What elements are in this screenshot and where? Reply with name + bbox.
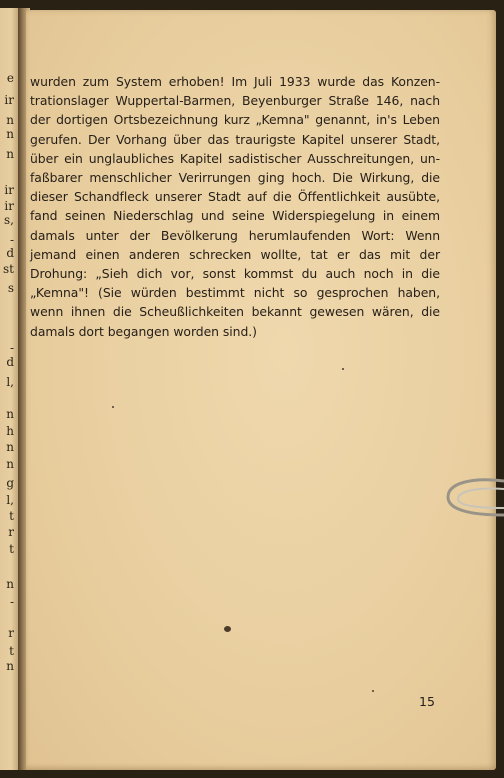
- facing-page-fragment: t: [9, 644, 14, 658]
- facing-page-fragment: d: [6, 246, 14, 260]
- text-line: wenn ihnen die Scheußlichkeiten bekannt gewesen wären, die: [30, 304, 440, 320]
- paper-speck: [342, 368, 344, 370]
- facing-page-fragment: ir: [4, 199, 14, 213]
- text-line: über ein unglaubliches Kapitel sadistischer Ausschreitungen, un-: [30, 150, 440, 166]
- paper-clip-icon: [442, 475, 504, 545]
- body-paragraph: [30, 72, 440, 341]
- book-page: [26, 10, 496, 770]
- paper-speck: [372, 690, 374, 692]
- text-line: trationslager Wuppertal-Barmen, Beyenburger Straße 146, nach: [30, 93, 440, 109]
- facing-page-fragment: t: [9, 509, 14, 523]
- text-line: dieser Schandfleck unserer Stadt auf die Öffentlichkeit ausübte,: [30, 189, 440, 205]
- facing-page-fragment: n: [6, 457, 14, 471]
- text-line: Drohung: „Sieh dich vor, sonst kommst du auch noch in die: [30, 266, 440, 282]
- facing-page-fragment: n: [6, 147, 14, 161]
- facing-page-fragment: ir: [4, 93, 14, 107]
- text-line: faßbarer menschlicher Verirrungen ging hoch. Die Wirkung, die: [30, 170, 440, 186]
- facing-page-fragment: t: [9, 542, 14, 556]
- text-line: jemand einen anderen schrecken wollte, tat er das mit der: [30, 246, 440, 262]
- facing-page-fragment: n: [6, 127, 14, 141]
- facing-page-fragment: -: [9, 595, 14, 609]
- text-line: damals dort begangen worden sind.): [30, 323, 257, 339]
- text-line: damals unter der Bevölkerung herumlaufenden Wort: Wenn: [30, 227, 440, 243]
- facing-page-edge: [0, 8, 20, 770]
- facing-page-fragment: l,: [6, 375, 14, 389]
- facing-page-fragment: n: [6, 407, 14, 421]
- paper-speck: [224, 626, 231, 632]
- facing-page-fragment: st: [3, 262, 14, 276]
- facing-page-fragment: -: [9, 233, 14, 247]
- facing-page-fragment: ir: [4, 183, 14, 197]
- facing-page-fragment: n: [6, 440, 14, 454]
- text-line: „Kemna"! (Sie würden bestimmt nicht so gesprochen haben,: [30, 285, 440, 301]
- facing-page-fragment: -: [9, 341, 14, 355]
- text-line: wurden zum System erhoben! Im Juli 1933 wurde das Konzen-: [30, 74, 440, 89]
- text-line: gerufen. Der Vorhang über das traurigste Kapitel unserer Stadt,: [30, 131, 440, 147]
- text-line: fand seinen Niederschlag und seine Widerspiegelung in einem: [30, 208, 440, 224]
- paper-speck: [112, 406, 114, 408]
- facing-page-fragment: n: [6, 113, 14, 127]
- text-line: der dortigen Ortsbezeichnung kurz „Kemna" genannt, in's Leben: [30, 112, 440, 128]
- facing-page-fragment: r: [8, 525, 14, 539]
- facing-page-fragment: s: [7, 281, 14, 295]
- page-number: 15: [419, 694, 435, 709]
- facing-page-fragment: n: [6, 577, 14, 591]
- facing-page-fragment: h: [6, 424, 14, 438]
- facing-page-fragment: s,: [4, 213, 14, 227]
- facing-page-fragment: d: [6, 355, 14, 369]
- facing-page-fragment: r: [8, 626, 14, 640]
- facing-page-fragment: e: [6, 71, 14, 85]
- facing-page-fragment: n: [6, 659, 14, 673]
- facing-page-fragment: l,: [6, 493, 14, 507]
- facing-page-fragment: g: [6, 476, 14, 490]
